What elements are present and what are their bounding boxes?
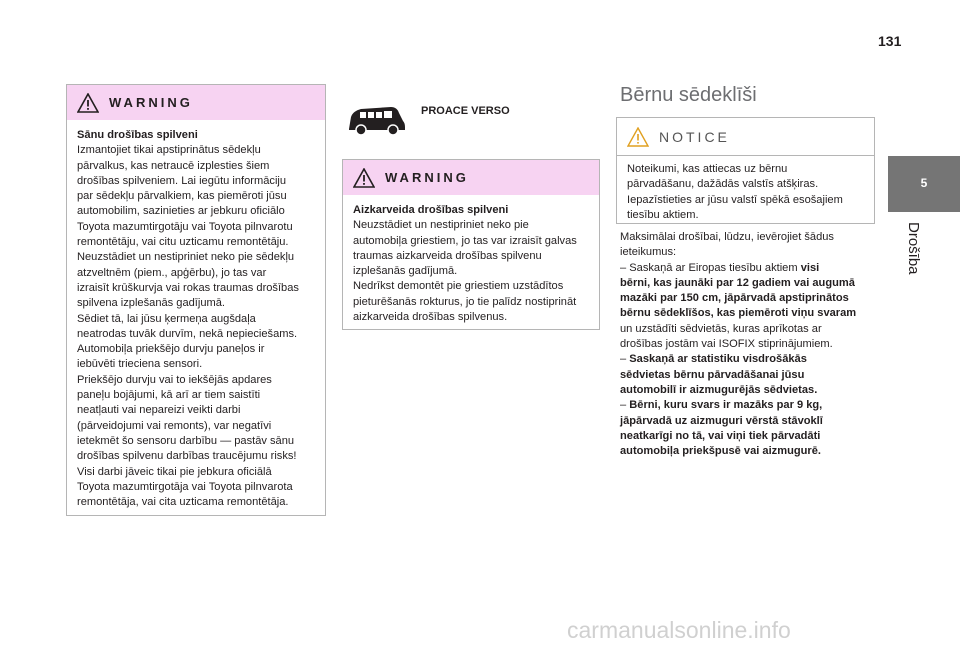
bold-text: Bērni, kuru svars ir mazāks par 9 kg, — [629, 399, 823, 412]
warning-box-side-airbags — [66, 84, 326, 516]
text-line: Neuzstādiet un nestipriniet neko pie sēdekļu — [77, 251, 295, 264]
warning-title: WARNING — [109, 95, 193, 110]
bullet-prefix: – — [620, 353, 630, 366]
warning-triangle-icon — [353, 168, 375, 188]
warning-body — [67, 120, 325, 510]
text-line: izplešanās gadījumā. — [353, 265, 458, 278]
text-line: traumas aizkarveida drošības spilvenu — [353, 249, 542, 262]
text-line: Visi darbi jāveic tikai pie jebkura oficiālā — [77, 465, 272, 478]
text-line: Iepazīstieties ar jūsu valstī spēkā esošajiem — [627, 193, 843, 206]
notice-title: NOTICE — [659, 128, 730, 145]
text-line: Sēdiet tā, lai jūsu ķermeņa augšdaļa — [77, 312, 256, 325]
text-line: Priekšējo durvju vai to iekšējās apdares — [77, 373, 272, 386]
bold-text: Saskaņā ar statistiku visdrošākās — [629, 353, 807, 366]
text-line — [620, 429, 882, 444]
text-line: Neuzstādiet un nestipriniet neko pie — [353, 219, 529, 232]
text-line: Nedrīkst demontēt pie griestiem uzstādītos — [353, 280, 564, 293]
text-line: neatrodas tuvāk durvīm, nekā nepieciešams. — [77, 327, 298, 340]
notice-box — [616, 117, 875, 224]
text-line: izraisīt krūškurvja vai rokas traumas drošības — [77, 281, 299, 294]
text-line — [620, 414, 882, 429]
notice-body — [617, 156, 874, 223]
text-line: par sēdekļu pārvalkiem, kas piemēroti jūsu — [77, 190, 287, 203]
bold-text: sēdvietas bērnu pārvadāšanai jūsu — [620, 368, 805, 381]
bullet-line — [620, 261, 882, 276]
text-line — [620, 383, 882, 398]
text-line: atzveltnēm (piem., apģērbu), jo tas var — [77, 266, 267, 279]
text-line — [620, 276, 882, 291]
vehicle-applicability — [347, 103, 510, 137]
text-line: Maksimālai drošībai, lūdzu, ievērojiet šādus — [620, 231, 834, 243]
warning-subheading: Aizkarveida drošības spilveni — [353, 204, 509, 216]
text-line: Toyota mazumtirgotāju vai Toyota pilnvarotu — [77, 220, 293, 233]
bold-text: neatkarīgi no tā, vai viņi tiek pārvadāti — [620, 429, 821, 442]
page-number: 131 — [878, 33, 902, 49]
warning-header — [67, 85, 325, 120]
text-line — [620, 444, 882, 459]
warning-subheading: Sānu drošības spilveni — [77, 129, 198, 141]
bold-text: jāpārvadā uz aizmuguri vērstā stāvoklī — [620, 414, 823, 427]
bullet-prefix: – — [620, 399, 630, 412]
text-line — [620, 306, 882, 321]
child-seat-recommendations — [620, 230, 882, 459]
warning-header — [343, 160, 599, 195]
text-line: un uzstādīti sēdvietās, kuras aprīkotas ar — [620, 322, 822, 335]
text-line: aizkarveida drošības spilvenus. — [353, 311, 508, 324]
text-line: spilvena izplešanās gadījumā. — [77, 297, 226, 310]
bold-text: visi — [800, 261, 820, 274]
text-line: drošības jostām vai ISOFIX stiprinājumiem. — [620, 338, 833, 351]
text-line: (pārveidojumi vai remonts), var negatīvi — [77, 419, 272, 432]
notice-header — [617, 118, 874, 156]
chapter-tab[interactable] — [888, 156, 960, 212]
text-line: tiesību aktiem. — [627, 208, 699, 221]
bold-text: automobilī ir aizmugurējās sēdvietas. — [620, 383, 818, 396]
text-line: remontētāja, vai cita uzticama remontētāja. — [77, 496, 289, 509]
van-icon — [347, 103, 407, 137]
chapter-number: 5 — [920, 176, 928, 190]
notice-triangle-icon — [627, 127, 649, 147]
bold-text: bērnu sēdeklīšos, kas piemēroti viņu svaram — [620, 307, 857, 320]
warning-triangle-icon — [77, 93, 99, 113]
section-title: Bērnu sēdeklīši — [620, 84, 757, 106]
watermark-text: carmanualsonline.info — [567, 617, 791, 643]
warning-title: WARNING — [385, 170, 469, 185]
text-line: neatļauti vai nepareizi veikti darbi — [77, 404, 241, 417]
text-line: automobiļa griestiem, jo tas var izraisīt galvas — [353, 234, 577, 247]
text-line: ietekmēt šo sensoru darbību — pastāv sānu — [77, 434, 295, 447]
vehicle-label: PROACE VERSO — [421, 105, 510, 117]
text-line: pieturēšanās rokturus, jo tie palīdz nostiprināt — [353, 295, 577, 308]
text-line: drošības spilveniem. Lai iegūtu informāciju — [77, 174, 287, 187]
text-line: Izmantojiet tikai apstiprinātus sēdekļu — [77, 144, 261, 157]
text-line: paneļu bojājumi, kā arī ar tiem saistīti — [77, 389, 261, 402]
text-line — [620, 291, 882, 306]
text-line — [620, 368, 882, 383]
bullet-line — [620, 352, 882, 367]
bullet-line — [620, 398, 882, 413]
warning-box-curtain-airbags — [342, 159, 600, 330]
text-line: automobilim, sazinieties ar jebkuru oficiālo — [77, 205, 285, 218]
text-line: iebūvēti trieciena sensori. — [77, 358, 203, 371]
chapter-title: Drošība — [905, 222, 922, 275]
bold-text: mazāki par 150 cm, jāpārvadā apstiprinātos — [620, 292, 849, 305]
text-line: remontētāju, vai citu uzticamu remontētāju. — [77, 236, 289, 249]
text-line: ieteikumus: — [620, 246, 677, 259]
text-line: Noteikumi, kas attiecas uz bērnu — [627, 163, 788, 175]
warning-body — [343, 195, 599, 325]
text-line: Automobiļa priekšējo durvju paneļos ir — [77, 343, 265, 356]
bold-text: bērni, kas jaunāki par 12 gadiem vai augumā — [620, 276, 855, 289]
text-line: pārvadāšanu, dažādās valstīs atšķiras. — [627, 178, 819, 191]
text-line: Toyota mazumtirgotāja vai Toyota pilnvarota — [77, 480, 293, 493]
bold-text: automobiļa priekšpusē vai aizmugurē. — [620, 445, 821, 458]
bullet-prefix: – Saskaņā ar Eiropas tiesību aktiem — [620, 261, 801, 274]
text-line: drošības spilvenu darbības traucējumu risks! — [77, 450, 297, 463]
text-line: pārvalkus, kas netraucē izplesties šiem — [77, 159, 270, 172]
